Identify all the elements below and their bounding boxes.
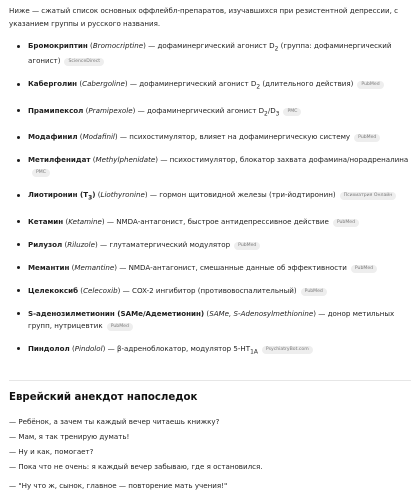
source-badge[interactable]: ScienceDirect: [64, 58, 104, 66]
drug-description: психостимулятор, блокатор захвата дофамина/норадреналина: [169, 155, 409, 165]
drug-description: NMDA-антагонист, быстрое антидепрессивное действие: [116, 216, 329, 226]
drug-item: Лиотиронин $(T_3)$ (Liothyronine) — гормон щитовидной железы (три-йодтиронин) Психиатрия Онлайн: [17, 189, 411, 204]
joke-line: — Пока что не очень: я каждый вечер забываю, где я остановился.: [9, 461, 263, 471]
source-badge[interactable]: PMC: [32, 169, 50, 177]
drug-name-subscript: 3: [88, 195, 93, 202]
drug-name: Мемантин: [28, 262, 70, 272]
drug-latin-name: Riluzole: [67, 239, 95, 249]
drug-name: Модафинил: [28, 132, 78, 142]
drug-item: Кетамин (Ketamine) — NMDA-антагонист, быстрое антидепрессивное действие PubMed: [17, 216, 411, 228]
drug-item: Пиндолол (Pindolol) — β-адреноблокатор, модулятор $5-HT_{1A}$ PsychiatryBot.com: [17, 343, 411, 358]
source-badge[interactable]: PsychiatryBot.com: [262, 346, 313, 354]
joke-line: — Ребёнок, а зачем ты каждый вечер читаешь книжку?: [9, 416, 220, 426]
joke-line: — "Ну что ж, сынок, главное — повторение мать учения!": [9, 480, 228, 490]
intro-text: Ниже — сжатый список основных оффлейбл-препаратов, изучавшихся при резистентной депрессии, с указанием группы и русского названия.: [9, 6, 398, 28]
joke-block: [9, 416, 411, 491]
drug-latin-name: Modafinil: [82, 132, 115, 142]
drug-item: Мемантин (Memantine) — NMDA-антагонист, смешанные данные об эффективности PubMed: [17, 262, 411, 274]
drug-name: Каберголин: [28, 79, 78, 89]
source-badge[interactable]: PubMed: [351, 265, 377, 273]
drug-latin-name: Pindolol: [74, 343, 103, 353]
drug-latin-name: Ketamine: [68, 216, 102, 226]
source-badge[interactable]: PMC: [283, 108, 301, 116]
drug-description-subscript: 2: [274, 46, 279, 53]
drug-name: Рилузол: [28, 239, 63, 249]
drug-description: дофаминергический агонист $D_2/D_3$: [146, 105, 280, 118]
drug-item: Модафинил (Modafinil) — психостимулятор, влияет на дофаминергическую систему PubMed: [17, 131, 411, 143]
joke-line: — Мам, я так тренирую думать!: [9, 431, 130, 441]
source-badge[interactable]: PubMed: [301, 288, 327, 296]
drug-latin-name: Liothyronine: [100, 190, 145, 200]
section-divider: [9, 380, 411, 381]
drug-item: Прамипексол (Pramipexole) — дофаминергический агонист $D_2/D_3$ PMC: [17, 105, 411, 120]
drug-description-subscript: 1A: [250, 349, 258, 356]
drug-item: Каберголин (Cabergoline) — дофаминергический агонист $D_2$ (длительного действия) PubMed: [17, 78, 411, 93]
drug-description-subscript: 2: [256, 84, 261, 91]
drug-description: NMDA-антагонист, смешанные данные об эффективности: [128, 262, 347, 272]
source-badge[interactable]: PubMed: [333, 219, 359, 227]
drug-description: донор метильных групп, нутрицевтик: [28, 308, 395, 330]
drug-latin-name: Memantine: [74, 262, 115, 272]
source-badge[interactable]: PubMed: [107, 323, 133, 331]
source-badge[interactable]: PubMed: [354, 134, 380, 142]
drug-item: Рилузол (Riluzole) — глутаматергический модулятор PubMed: [17, 239, 411, 251]
drug-description: гормон щитовидной железы (три-йодтиронин): [159, 190, 336, 200]
drug-item: Бромокриптин (Bromocriptine) — дофаминергический агонист $D_2$ (группа: дофаминергический агонист) ScienceDirect: [17, 40, 411, 67]
drug-latin-name: Bromocriptine: [92, 41, 144, 50]
drug-name: Целекоксиб: [28, 285, 79, 295]
drug-item: Метилфенидат (Methylphenidate) — психостимулятор, блокатор захвата дофамина/норадреналинаPMC: [17, 154, 411, 178]
source-badge[interactable]: Психиатрия Онлайн: [340, 192, 397, 200]
drug-description: β-адреноблокатор, модулятор $5-HT_{1A}$: [116, 343, 258, 356]
source-badge[interactable]: PubMed: [357, 81, 383, 89]
drug-name: Лиотиронин $(T_3)$: [28, 190, 96, 202]
drug-latin-name: Pramipexole: [88, 105, 133, 115]
drug-name: Прамипексол: [28, 105, 84, 115]
drug-description-subscript: 3: [275, 111, 280, 118]
drug-name: S-аденозилметионин (SAMe/Адеметионин): [28, 308, 205, 318]
drug-name: Метилфенидат: [28, 155, 91, 165]
drug-description: глутаматергический модулятор: [109, 239, 231, 249]
drug-description: психостимулятор, влияет на дофаминергическую систему: [129, 132, 351, 142]
drug-name: Кетамин: [28, 216, 64, 226]
drug-description-subscript: 2: [264, 111, 268, 118]
drug-item: Целекоксиб (Celecoxib) — COX-2 ингибитор (противовоспалительный) PubMed: [17, 285, 411, 297]
source-badge[interactable]: PubMed: [234, 242, 260, 250]
drug-description: дофаминергический агонист $D_2$ (группа: дофаминергический агонист): [28, 41, 392, 66]
drug-latin-name: Celecoxib: [83, 285, 118, 295]
drug-list: [9, 40, 411, 358]
drug-description: COX-2 ингибитор (противовоспалительный): [132, 285, 297, 295]
drug-description: дофаминергический агонист $D_2$ (длительного действия): [139, 79, 354, 91]
joke-line: — Ну и как, помогает?: [9, 446, 94, 456]
drug-latin-name: Methylphenidate: [95, 155, 156, 165]
joke-heading: Еврейский анекдот напоследок: [9, 392, 198, 404]
drug-item: S-аденозилметионин (SAMe/Адеметионин) (SAMe, S-Adenosylmethionine) — донор метильных групп, нутрицевтик PubMed: [17, 308, 411, 332]
drug-latin-name: Cabergoline: [82, 79, 125, 89]
drug-name: Пиндолол: [28, 343, 70, 353]
drug-name: Бромокриптин: [28, 41, 88, 50]
drug-latin-name: SAMe, S-Adenosylmethionine: [209, 308, 314, 318]
